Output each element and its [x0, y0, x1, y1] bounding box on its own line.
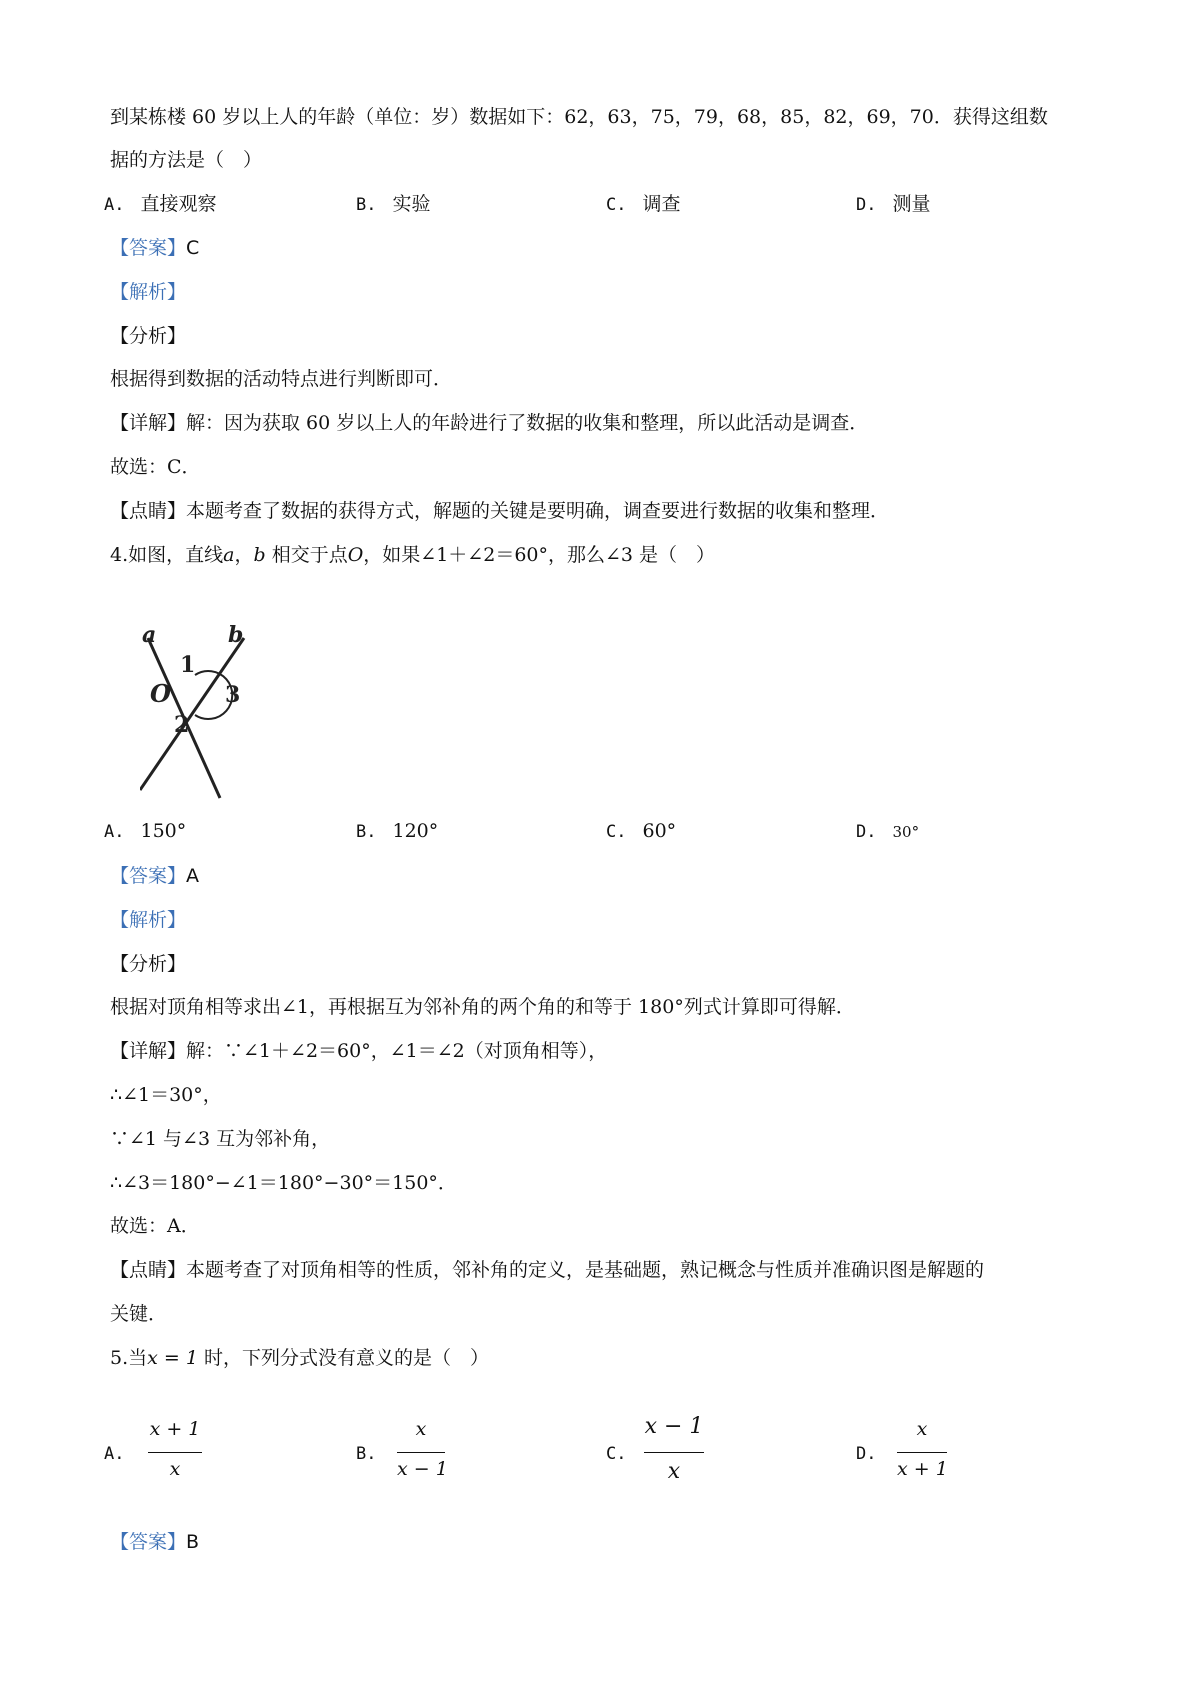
fraction-bar: [644, 1452, 704, 1453]
fraction-bar: [897, 1452, 947, 1453]
q4-guxuan: 故选：A．: [110, 1215, 200, 1237]
q3-guxuan: 故选：C．: [110, 456, 201, 478]
denominator: x: [169, 1458, 181, 1480]
q3-stem-line1: 到某栋楼 60 岁以上人的年龄（单位：岁）数据如下：62，63，75，79，68，85，82，69，70．获得这组数: [110, 106, 1048, 128]
q4-step2: ∵∠1 与∠3 互为邻补角，: [110, 1128, 331, 1150]
q4-answer: 【答案】A: [110, 865, 200, 887]
q4-step3: ∴∠3＝180°−∠1＝180°−30°＝150°．: [110, 1172, 457, 1194]
q5-option-a-fraction: [148, 1418, 202, 1492]
q4-dianjing: 【点睛】本题考查了对顶角相等的性质，邻补角的定义，是基础题，熟记概念与性质并准确识图是解题的: [110, 1259, 985, 1281]
q3-option-c: C. 调查: [606, 193, 681, 215]
q3-xiangjie: 【详解】解：因为获取 60 岁以上人的年龄进行了数据的收集和整理，所以此活动是调查．: [110, 412, 869, 434]
label-o: O: [150, 679, 171, 708]
q4-jiexi: 【解析】: [110, 909, 187, 931]
intersecting-lines-figure: [140, 618, 290, 802]
q4-option-c: C. 60°: [606, 820, 677, 842]
q3-jiexi: 【解析】: [110, 281, 187, 303]
label-b: b: [228, 622, 244, 648]
denominator: x − 1: [397, 1458, 448, 1480]
q5-option-c-fraction: [644, 1414, 704, 1498]
q5-option-d-letter: D.: [856, 1444, 877, 1464]
q3-dianjing: 【点睛】本题考查了数据的获得方式，解题的关键是要明确，调查要进行数据的收集和整理．: [110, 500, 890, 522]
q3-stem-line2: 据的方法是（ ）: [110, 149, 263, 171]
q5-option-b-letter: B.: [356, 1444, 377, 1464]
q5-answer: 【答案】B: [110, 1531, 200, 1553]
numerator: x: [916, 1418, 928, 1440]
q3-option-b: B. 实验: [356, 193, 431, 215]
q4-fenxi-heading: 【分析】: [110, 953, 187, 975]
denominator: x: [667, 1459, 681, 1484]
q4-xiangjie: 【详解】解：∵∠1＋∠2＝60°，∠1＝∠2（对顶角相等），: [110, 1040, 608, 1062]
q4-stem: 4.如图，直线a，b 相交于点O，如果∠1＋∠2＝60°，那么∠3 是（ ）: [110, 544, 716, 566]
fraction-bar: [397, 1452, 445, 1453]
q3-answer: 【答案】C: [110, 237, 200, 259]
numerator: x: [415, 1418, 427, 1440]
q5-option-b-fraction: [397, 1418, 448, 1492]
q3-fenxi-text: 根据得到数据的活动特点进行判断即可．: [110, 368, 453, 390]
numerator: x − 1: [644, 1414, 704, 1439]
q5-option-d-fraction: [897, 1418, 947, 1492]
label-angle-1: 1: [180, 652, 196, 678]
q5-stem: 5.当x = 1 时，下列分式没有意义的是（ ）: [110, 1347, 490, 1369]
q4-fenxi-text: 根据对顶角相等求出∠1，再根据互为邻补角的两个角的和等于 180°列式计算即可得解．: [110, 996, 855, 1018]
q4-option-d: D. 30°: [856, 822, 920, 842]
fraction-bar: [148, 1452, 202, 1453]
q3-option-a: A. 直接观察: [104, 193, 217, 215]
denominator: x + 1: [897, 1458, 948, 1480]
q3-option-d: D. 测量: [856, 193, 931, 215]
q4-step1: ∴∠1＝30°，: [110, 1084, 222, 1106]
q5-option-a-letter: A.: [104, 1444, 125, 1464]
q4-option-a: A. 150°: [104, 820, 187, 842]
q4-dianjing-cont: 关键．: [110, 1303, 168, 1325]
label-a: a: [142, 622, 157, 648]
q4-option-b: B. 120°: [356, 820, 439, 842]
numerator: x + 1: [149, 1418, 201, 1440]
label-angle-2: 2: [174, 712, 190, 738]
q5-option-c-letter: C.: [606, 1444, 627, 1464]
q3-fenxi-heading: 【分析】: [110, 325, 187, 347]
label-angle-3: 3: [225, 682, 241, 708]
